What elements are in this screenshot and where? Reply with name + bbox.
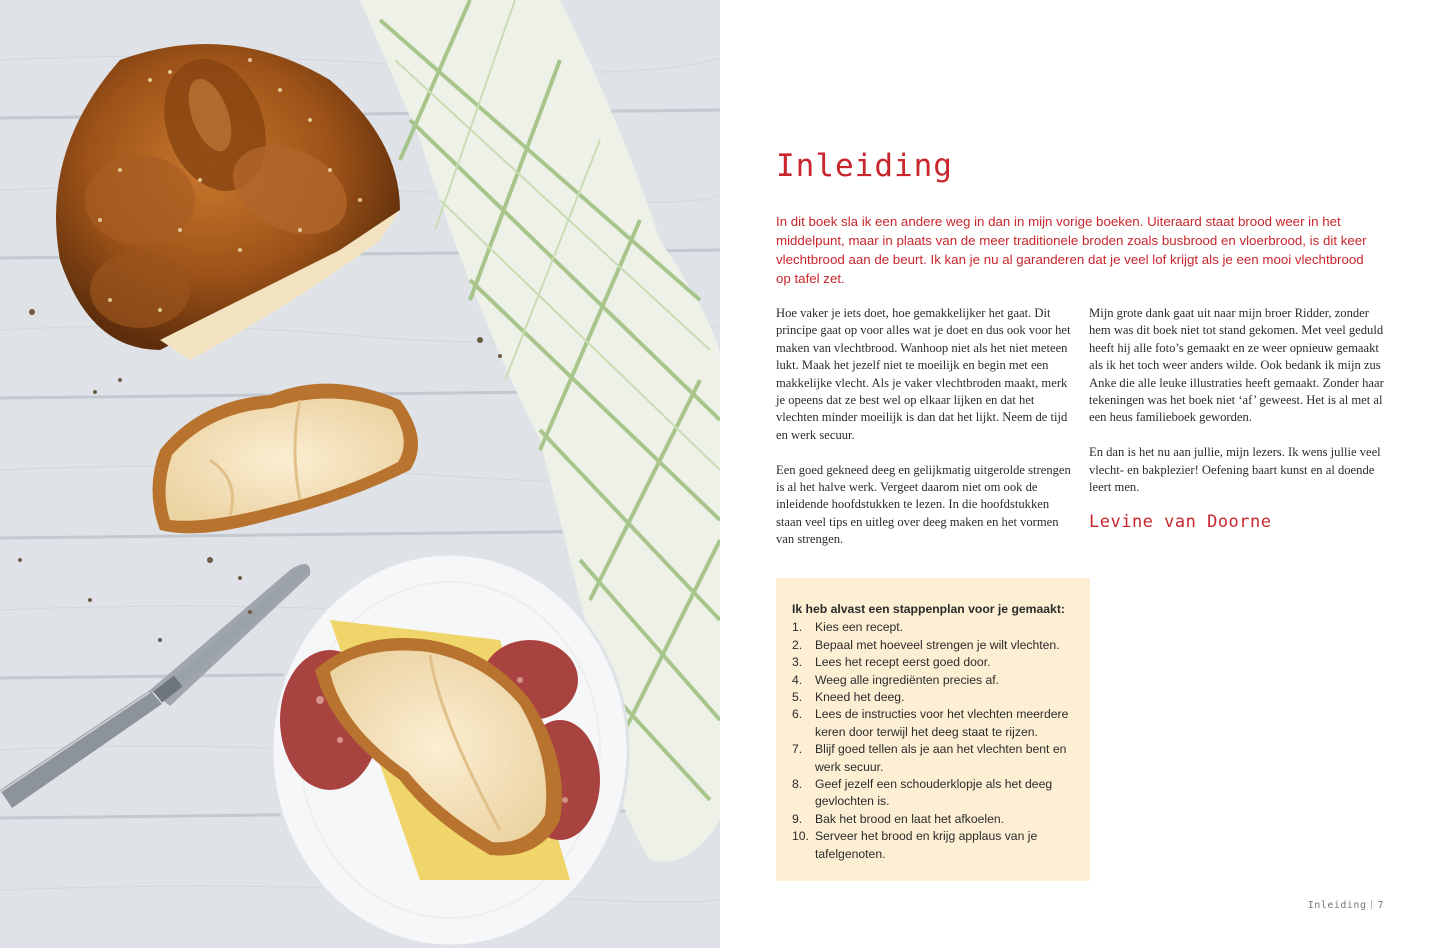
step-number: 1. [792,620,803,635]
step-text: Weeg alle ingrediënten precies af. [815,672,1000,687]
step-text: Lees de instructies voor het vlechten meerdere keren door terwijl het deeg staat te rijzen. [815,707,1069,739]
step-item [792,828,1074,863]
step-number: 4. [792,672,803,687]
step-text: Lees het recept eerst goed door. [815,655,991,670]
step-item [792,689,1074,706]
step-plan-title: Ik heb alvast een stappenplan voor je gemaakt: [792,602,1065,616]
step-text: Kies een recept. [815,620,904,635]
step-item [792,706,1074,741]
step-plan-box [776,578,1090,881]
step-item [792,811,1074,828]
page-title: Inleiding [776,148,953,184]
step-item [792,654,1074,671]
right-text-column [1089,305,1385,531]
step-number: 6. [792,707,803,722]
step-text: Serveer het brood en krijg applaus van je tafelgenoten. [815,829,1038,861]
step-number: 9. [792,811,803,826]
step-number: 10. [792,829,809,844]
body-paragraph: Mijn grote dank gaat uit naar mijn broer Ridder, zonder hem was dit boek niet tot stand gekomen. Met veel geduld heeft hij alle foto’s gemaakt en ze weer opnieuw gemaakt als ik het toch weer anders wilde. Ook bedank ik mijn zus Anke die alle leuke illustraties heeft gemaakt. Zonder haar tekeningen was het boek niet ‘af’ geweest. Het is al met al een heus familieboek geworden. [1089,306,1384,425]
plate-with-sandwich [272,554,628,946]
body-paragraph: En dan is het nu aan jullie, mijn lezers. Ik wens jullie veel vlecht- en bakplezier! Oefening baart kunst en al doende leert men. [1089,445,1381,495]
body-paragraph: Hoe vaker je iets doet, hoe gemakkelijker het gaat. Dit principe gaat op voor alles wat je doet en dus ook voor het maken van vlechtbrood. Wanhoop niet als het niet meteen lukt. Maak het jezelf niet te moeilijk en begin met een makkelijke vlecht. Als je vaker vlechtbroden maakt, merk je opeens dat ze best wel op elkaar lijken en dat het vlechten minder moeilijk is dan dat het lijkt. Neem de tijd en werk secuur. [776,306,1071,442]
footer-divider [1371,900,1372,909]
step-text: Bepaal met hoeveel strengen je wilt vlechten. [815,637,1060,652]
author-signature: Levine van Doorne [1089,511,1272,532]
step-item [792,776,1074,811]
step-text: Kneed het deeg. [815,690,905,705]
step-text: Geef jezelf een schouderklopje als het deeg gevlochten is. [815,777,1053,809]
step-item [792,637,1074,654]
step-number: 5. [792,690,803,705]
step-list [792,619,1074,863]
step-number: 2. [792,637,803,652]
step-number: 8. [792,777,803,792]
step-item [792,741,1074,776]
left-text-column [776,305,1072,566]
text-page [720,0,1440,948]
step-item [792,672,1074,689]
step-text: Blijf goed tellen als je aan het vlechten bent en werk secuur. [815,742,1067,774]
step-number: 7. [792,742,803,757]
intro-paragraph: In dit boek sla ik een andere weg in dan in mijn vorige boeken. Uiteraard staat brood weer in het middelpunt, maar in plaats van de meer traditionele broden zoals busbrood en vloerbrood, is dit keer vlechtbrood aan de beurt. Ik kan je nu al garanderen dat je veel lof krijgt als je een mooi vlechtbrood op tafel zet. [776,214,1367,286]
page-footer [1308,900,1384,911]
body-paragraph: Een goed gekneed deeg en gelijkmatig uitgerolde strengen is al het halve werk. Vergeet daarom niet om ook de inleidende hoofdstukken te lezen. In die hoofdstukken staan veel tips en uitleg over deeg maken en het vormen van strengen. [776,462,1071,547]
step-text: Bak het brood en laat het afkoelen. [815,811,1005,826]
footer-section-label: Inleiding [1307,900,1367,911]
step-number: 3. [792,655,803,670]
page-number: 7 [1377,900,1384,911]
step-item [792,619,1074,636]
